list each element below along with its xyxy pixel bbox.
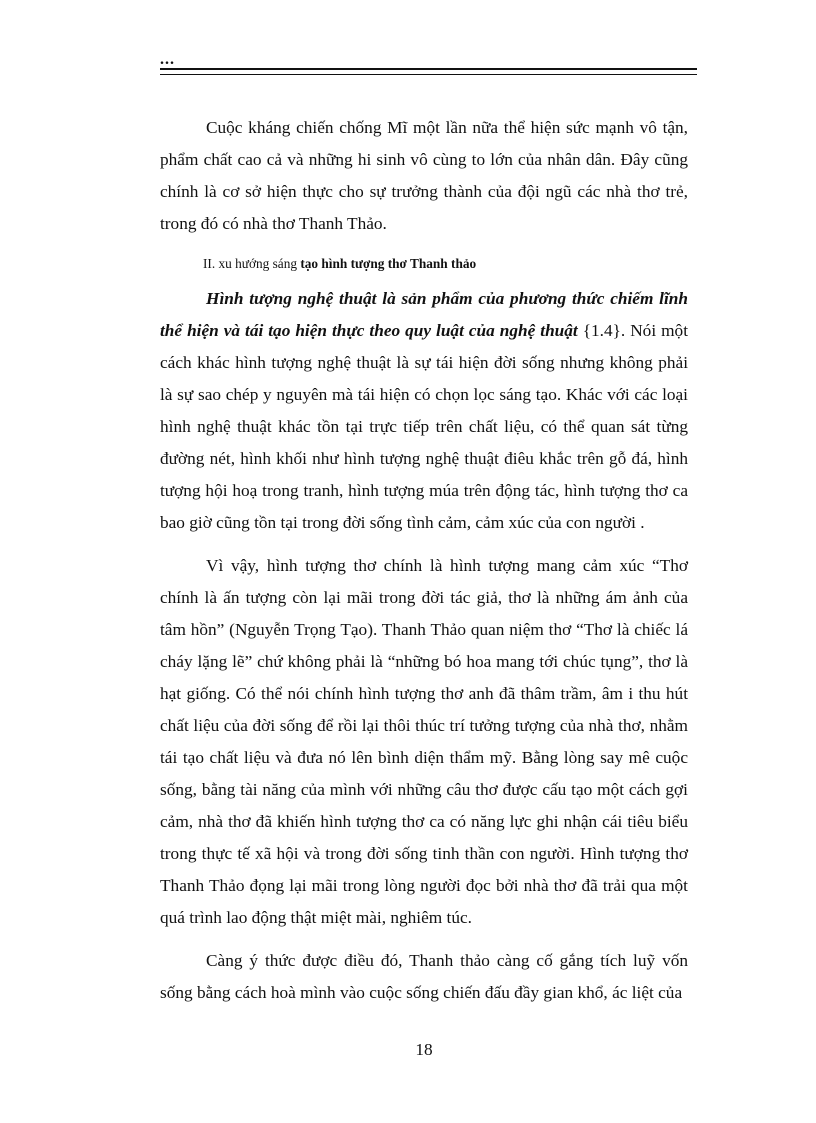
paragraph-artistic-image-body: cách khác hình tượng nghệ thuật là sự tái hiện đời sống nhưng không phải là sự sao chép y nguyên mà tái hiện có chọn lọc sáng tạo. Khác với các loại hình nghệ thuật khác tồn tại trực tiếp trên chất liệu, có thể quan sát từng đường nét, hình khối như hình tượng nghệ thuật điêu khắc trên gỗ đá, hình tượng hội hoạ trong tranh, hình tượng múa trên động tác, hình tượng thơ ca bao giờ cũng tồn tại trong đời sống tình cảm, cảm xúc của con người .: [160, 353, 688, 532]
page-number: 18: [415, 1040, 433, 1059]
section-heading: [203, 254, 688, 274]
definition-emphasis: Hình tượng nghệ thuật là sản phẩm của phương thức chiếm lĩnh thể hiện và tái tạo hiện thực theo quy luật của nghệ thuật: [160, 289, 688, 340]
definition-citation: {1.4}. Nói một: [577, 321, 688, 340]
section-heading-part2: tạo hình tượng thơ Thanh thảo: [300, 256, 477, 271]
paragraph-awareness: Càng ý thức được điều đó, Thanh thảo càng cố gắng tích luỹ vốn sống bằng cách hoà mình vào cuộc sống chiến đấu đầy gian khổ, ác liệt của: [160, 951, 688, 1002]
section-heading-part1: II. xu hướng sáng: [203, 256, 301, 271]
paragraph-resistance: Cuộc kháng chiến chống Mĩ một lần nữa thể hiện sức mạnh vô tận, phẩm chất cao cả và những hi sinh vô cùng to lớn của nhân dân. Đây cũng chính là cơ sở hiện thực cho sự trưởng thành của đội ngũ các nhà thơ trẻ, trong đó có nhà thơ Thanh Thảo.: [160, 118, 688, 233]
paragraph-poetic-image: Vì vậy, hình tượng thơ chính là hình tượng mang cảm xúc “Thơ chính là ấn tượng còn lại mãi trong đời tác giả, thơ là những ám ảnh của tâm hồn” (Nguyễn Trọng Tạo). Thanh Thảo quan niệm thơ “Thơ là chiếc lá cháy lặng lẽ” chứ không phải là “những bó hoa mang tới chúc tụng”, thơ là hạt giống. Có thể nói chính hình tượng thơ anh đã thâm trầm, âm i thu hút chất liệu của đời sống để rồi lại thôi thúc trí tưởng tượng của nhà thơ, nhằm tái tạo chất liệu và đưa nó lên bình diện thẩm mỹ. Bằng lòng say mê cuộc sống, bằng tài năng của mình với những câu thơ được cấu tạo một cách gợi cảm, nhà thơ đã khiến hình tượng thơ ca có năng lực ghi nhận cái tiêu biểu trong thực tế xã hội và trong đời sống tinh thần con người. Hình tượng thơ Thanh Thảo đọng lại mãi trong lòng người đọc bởi nhà thơ đã trải qua một quá trình lao động thật miệt mài, nghiêm túc.: [160, 556, 688, 927]
header-ellipsis: ...: [160, 51, 175, 68]
paragraph-artistic-image: [160, 283, 688, 539]
page-body: [160, 112, 688, 1009]
header-rule: [160, 68, 697, 75]
